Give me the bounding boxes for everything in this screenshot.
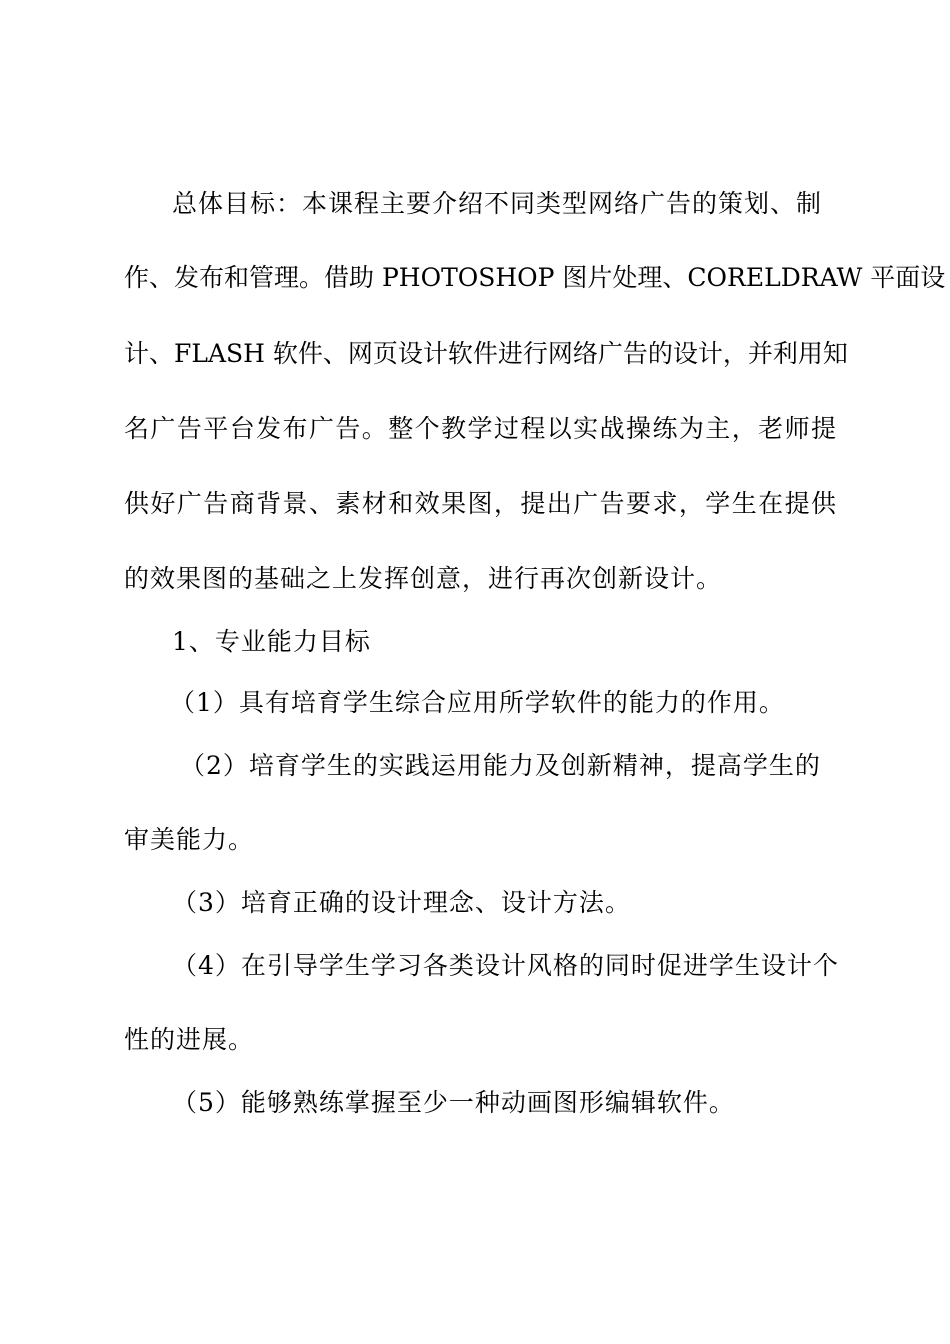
list-item-5: （5）能够熟练掌握至少一种动画图形编辑软件。 bbox=[172, 1088, 735, 1117]
list-item-1: （1）具有培育学生综合应用所学软件的能力的作用。 bbox=[170, 688, 785, 717]
intro-line-2: 作、发布和管理。借助 PHOTOSHOP 图片处理、CORELDRAW 平面设 bbox=[124, 263, 946, 292]
list-item-2-line-1: （2）培育学生的实践运用能力及创新精神，提高学生的 bbox=[180, 751, 821, 780]
list-item-4-line-2: 性的进展。 bbox=[124, 1025, 255, 1054]
list-item-3: （3）培育正确的设计理念、设计方法。 bbox=[172, 888, 631, 917]
list-item-4-line-1: （4）在引导学生学习各类设计风格的同时促进学生设计个 bbox=[172, 951, 839, 980]
intro-line-5: 供好广告商背景、素材和效果图，提出广告要求，学生在提供 bbox=[124, 489, 836, 518]
section-heading: 1、专业能力目标 bbox=[172, 627, 371, 656]
intro-line-4: 名广告平台发布广告。整个教学过程以实战操练为主，老师提 bbox=[124, 414, 836, 443]
intro-line-3: 计、FLASH 软件、网页设计软件进行网络广告的设计，并利用知 bbox=[124, 339, 848, 368]
intro-line-6: 的效果图的基础之上发挥创意，进行再次创新设计。 bbox=[124, 564, 723, 593]
list-item-2-line-2: 审美能力。 bbox=[124, 825, 255, 854]
intro-line-1: 总体目标：本课程主要介绍不同类型网络广告的策划、制 bbox=[172, 189, 823, 218]
